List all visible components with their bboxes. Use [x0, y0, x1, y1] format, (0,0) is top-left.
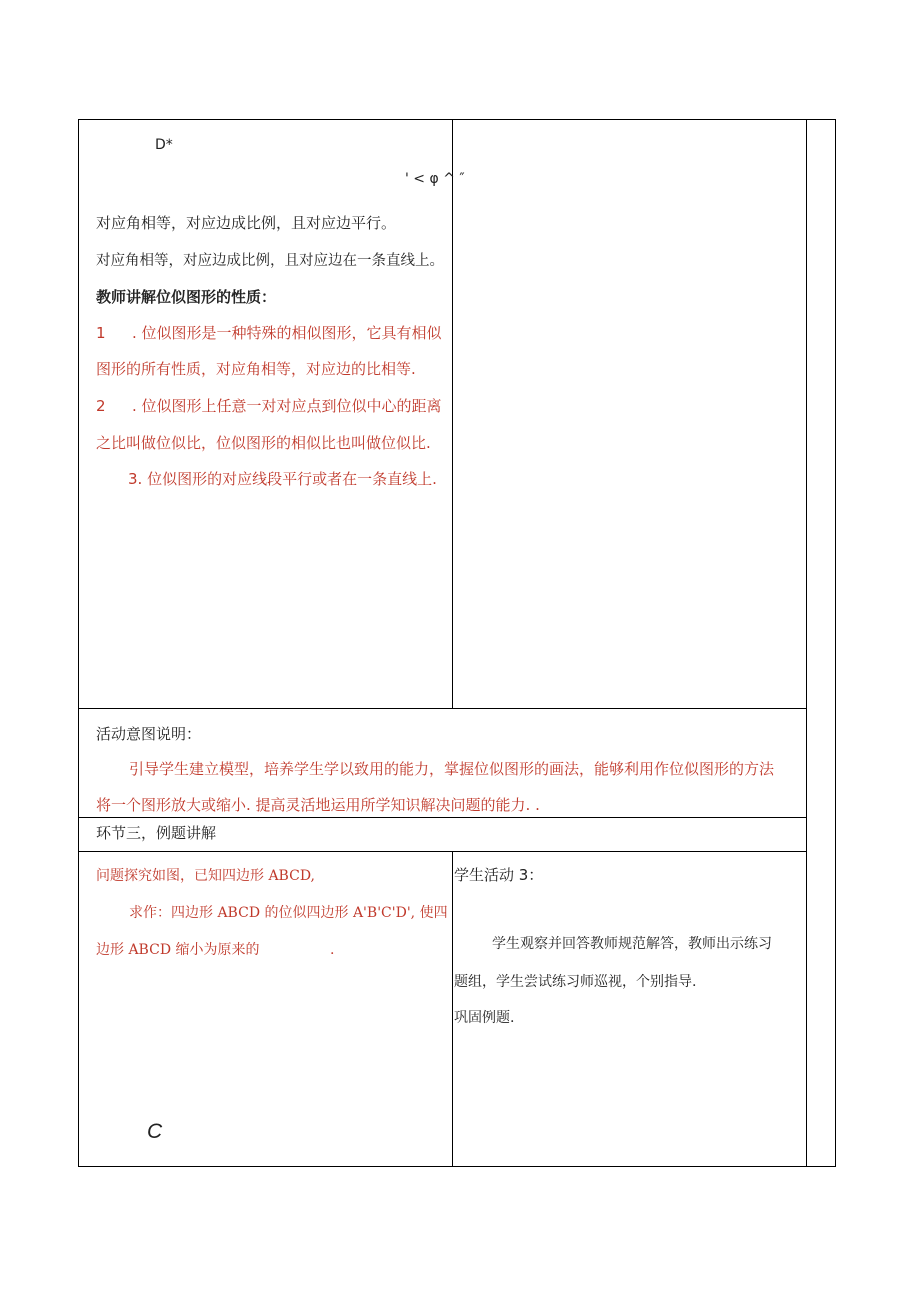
table-right-border	[835, 119, 836, 1167]
problem-line-1: 问题探究如图，已知四边形 ABCD,	[96, 868, 315, 884]
student-line-3: 巩固例题.	[454, 1010, 515, 1026]
problem-line-3: 边形 ABCD 缩小为原来的	[96, 942, 260, 958]
point-2-line-1: . 位似图形上任意一对对应点到位似中心的距离	[132, 397, 442, 415]
point-2-line-2: 之比叫做位似比，位似图形的相似比也叫做位似比.	[96, 434, 431, 452]
student-line-2: 题组，学生尝试练习师巡视，个别指导.	[454, 974, 697, 990]
point-2-number: 2	[96, 397, 106, 415]
problem-line-2: 求作：四边形 ABCD 的位似四边形 A'B'C'D', 使四	[129, 905, 448, 921]
problem-line-3-end: .	[330, 942, 335, 958]
figure-label-d: D*	[155, 137, 173, 153]
point-1-line-1: . 位似图形是一种特殊的相似图形，它具有相似	[132, 324, 442, 342]
table-left-border	[78, 119, 79, 1167]
intent-line-2: 将一个图形放大或缩小. 提高灵活地运用所学知识解决问题的能力. .	[96, 796, 540, 814]
table-bottom-border	[78, 1166, 836, 1167]
point-3: 3. 位似图形的对应线段平行或者在一条直线上.	[128, 470, 437, 488]
row-divider-3	[78, 851, 807, 852]
student-activity-heading: 学生活动 3：	[454, 866, 544, 884]
point-1-line-2: 图形的所有性质，对应角相等，对应边的比相等.	[96, 360, 416, 378]
section-3-heading: 环节三，例题讲解	[96, 824, 217, 842]
figure-label-c: C	[147, 1120, 163, 1143]
student-line-1: 学生观察并回答教师规范解答，教师出示练习	[492, 936, 772, 952]
intent-line-1: 引导学生建立模型，培养学生学以致用的能力，掌握位似图形的画法，能够利用作位似图形的方法	[129, 760, 775, 778]
property-line-1: 对应角相等，对应边成比例，且对应边平行。	[96, 214, 397, 232]
intent-heading: 活动意图说明：	[96, 725, 202, 743]
property-line-2: 对应角相等，对应边成比例，且对应边在一条直线上。	[96, 253, 444, 269]
column-divider-top	[452, 119, 453, 709]
table-top-border	[78, 119, 836, 120]
figure-marks: ' < φ ^ ″	[405, 171, 465, 187]
point-1-number: 1	[96, 324, 106, 342]
row-divider-2	[78, 817, 807, 818]
column-divider-bottom	[452, 851, 453, 1166]
column-divider-inner	[806, 119, 807, 1167]
teacher-heading: 教师讲解位似图形的性质：	[96, 288, 277, 306]
row-divider-1	[78, 708, 807, 709]
